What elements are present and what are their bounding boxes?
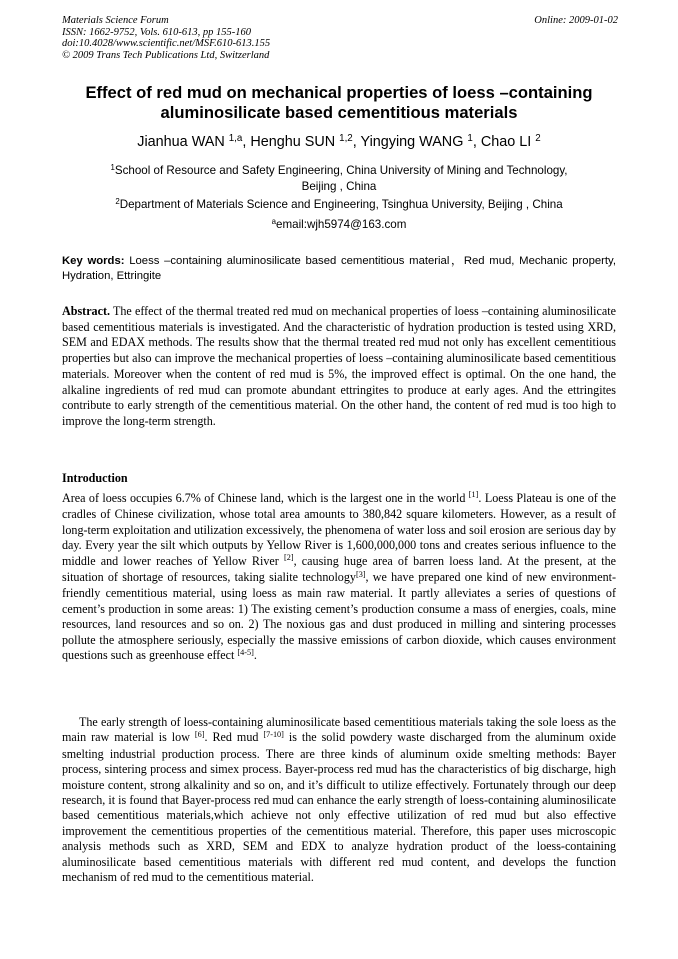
author-affiliation-mark: 1 bbox=[467, 132, 473, 144]
author-affiliation-mark: 1,a bbox=[228, 132, 243, 144]
abstract-label: Abstract. bbox=[62, 304, 111, 318]
email-mark: a bbox=[271, 216, 277, 226]
author-name: Henghu SUN bbox=[250, 134, 340, 150]
introduction-paragraph-1 bbox=[62, 491, 616, 664]
author-affiliation-mark: 2 bbox=[535, 132, 541, 144]
copyright-line: © 2009 Trans Tech Publications Ltd, Switzerland bbox=[62, 49, 270, 61]
body-text: . Red mud bbox=[204, 730, 264, 745]
citation-mark: [3] bbox=[355, 569, 366, 579]
affiliation-text: Beijing , China bbox=[301, 180, 377, 193]
citation-mark: [6] bbox=[194, 729, 205, 739]
title-line-2: aluminosilicate based cementitious materials bbox=[160, 103, 518, 122]
body-text: , we have prepared one kind of new environment-friendly cementitious material, using loess as main raw material. It partly alleviates a series of questions of cement’s production in some areas: 1) The existing cement’s production consume a mass of energies, coals, mine resources, land resources and so on. 2) The noxious gas and dust produced in milling and sintering processes pollute the atmosphere seriously, especially the massive emissions of carbon dioxide, which causes environment questions such as greenhouse effect bbox=[62, 570, 616, 663]
journal-header bbox=[62, 15, 618, 61]
affiliation-1 bbox=[62, 163, 616, 194]
affiliation-2 bbox=[62, 197, 616, 213]
journal-name: Materials Science Forum bbox=[62, 15, 169, 26]
body-text: . Loess Plateau is one of the cradles of Chinese civilization, whose total area amounts to 380,842 square kilometers. However, as a result of long-term exploitation and utilization excessively, the phenomena of water loss and soil erosion are serious day by day. Every year the silt which outputs by Yellow River is 1,600,000,000 tons and creates serious influence to the middle and lower reaches of Yellow River bbox=[62, 491, 616, 568]
body-text: Area of loess occupies 6.7% of Chinese land, which is the largest one in the world bbox=[62, 491, 469, 505]
contact-email bbox=[62, 217, 616, 233]
abstract bbox=[62, 304, 616, 430]
author-name: Yingying WANG bbox=[360, 134, 468, 150]
keywords-label: Key words: bbox=[62, 255, 125, 267]
author-separator: , bbox=[242, 134, 251, 150]
keywords-text: Loess –containing aluminosilicate based cementitious material，Red mud, Mechanic property, Hydration, Ettringite bbox=[62, 255, 616, 283]
citation-mark: [1] bbox=[468, 490, 479, 500]
citation-mark: [4-5] bbox=[237, 647, 254, 657]
keywords bbox=[62, 254, 616, 285]
affiliation-text: Department of Materials Science and Engineering, Tsinghua University, Beijing , China bbox=[119, 198, 563, 211]
abstract-text: The effect of the thermal treated red mud on mechanical properties of loess –containing aluminosilicate based cementitious materials is investigated. And the characteristic of hydration production is tested using XRD, SEM and EDAX methods. The results show that the thermal treated red mud not only has excellent cementitious properties but also can improve the mechanical properties of loess –containing aluminosilicate based cementitious materials. Moreover when the content of red mud is 5%, the improved effect is optimal. On the one hand, the alkaline ingredients of red mud can promote abundant ettringites to produce at early ages. And the ettringites contribute to early strength of the cementitious material. On the other hand, the content of red mud is too high to improve the long-term strength. bbox=[62, 304, 616, 428]
author-affiliation-mark: 1,2 bbox=[339, 132, 353, 144]
email-text: email:wjh5974@163.com bbox=[276, 218, 407, 231]
author-name: Jianhua WAN bbox=[137, 134, 229, 150]
doi-line: doi:10.4028/www.scientific.net/MSF.610-613.155 bbox=[62, 38, 271, 50]
body-text: The early strength of loess-containing aluminosilicate based cementitious materials taking the sole loess as the main raw material is low bbox=[62, 715, 616, 745]
affiliation-mark: 1 bbox=[110, 162, 115, 172]
citation-mark: [2] bbox=[284, 553, 294, 563]
body-text: is the solid powdery waste discharged from the aluminum oxide smelting industrial production process. There are three kinds of aluminum oxide smelting methods: Bayer process, sintering process and simex process. Bayer-process red mud has the characteristics of big discharge, high moisture content, strong alkalinity and so on, and it’s difficult to utilize effectively. Fortunately through our deep research, it is found that Bayer-process red mud can enhance the early strength of loess-containing aluminosilicate based cementitious materials,which achieve not only effective utilization of red mud but also effective improvement the cementitious properties of the cementitious material. Therefore, this paper uses microscopic analysis methods such as XRD, SEM and EDX to analyze hydration product of the loess-containing aluminosilicate based cementitious materials with different red mud content, and develops the function mechanism of red mud to the cementitious material. bbox=[62, 730, 616, 885]
author-name: Chao LI bbox=[480, 134, 536, 150]
body-text: , causing huge area of barren loess land. At the present, at the situation of shortage of resources, taking sialite technology bbox=[62, 553, 617, 585]
affiliation-mark: 2 bbox=[115, 196, 120, 206]
affiliation-text: School of Resource and Safety Engineering, China University of Mining and Technology, bbox=[114, 164, 568, 177]
introduction-paragraph-2 bbox=[62, 715, 616, 885]
body-text: . bbox=[253, 648, 257, 663]
online-date: Online: 2009-01-02 bbox=[534, 15, 618, 26]
title-line-1: Effect of red mud on mechanical properties of loess –containing bbox=[85, 83, 593, 102]
author-separator: , bbox=[352, 134, 361, 150]
paper-title bbox=[62, 83, 616, 123]
author-list bbox=[62, 133, 616, 153]
author-separator: , bbox=[472, 134, 481, 150]
section-heading-introduction: Introduction bbox=[62, 471, 128, 485]
issn-line: ISSN: 1662-9752, Vols. 610-613, pp 155-160 bbox=[62, 26, 251, 38]
citation-mark: [7-10] bbox=[263, 729, 284, 739]
